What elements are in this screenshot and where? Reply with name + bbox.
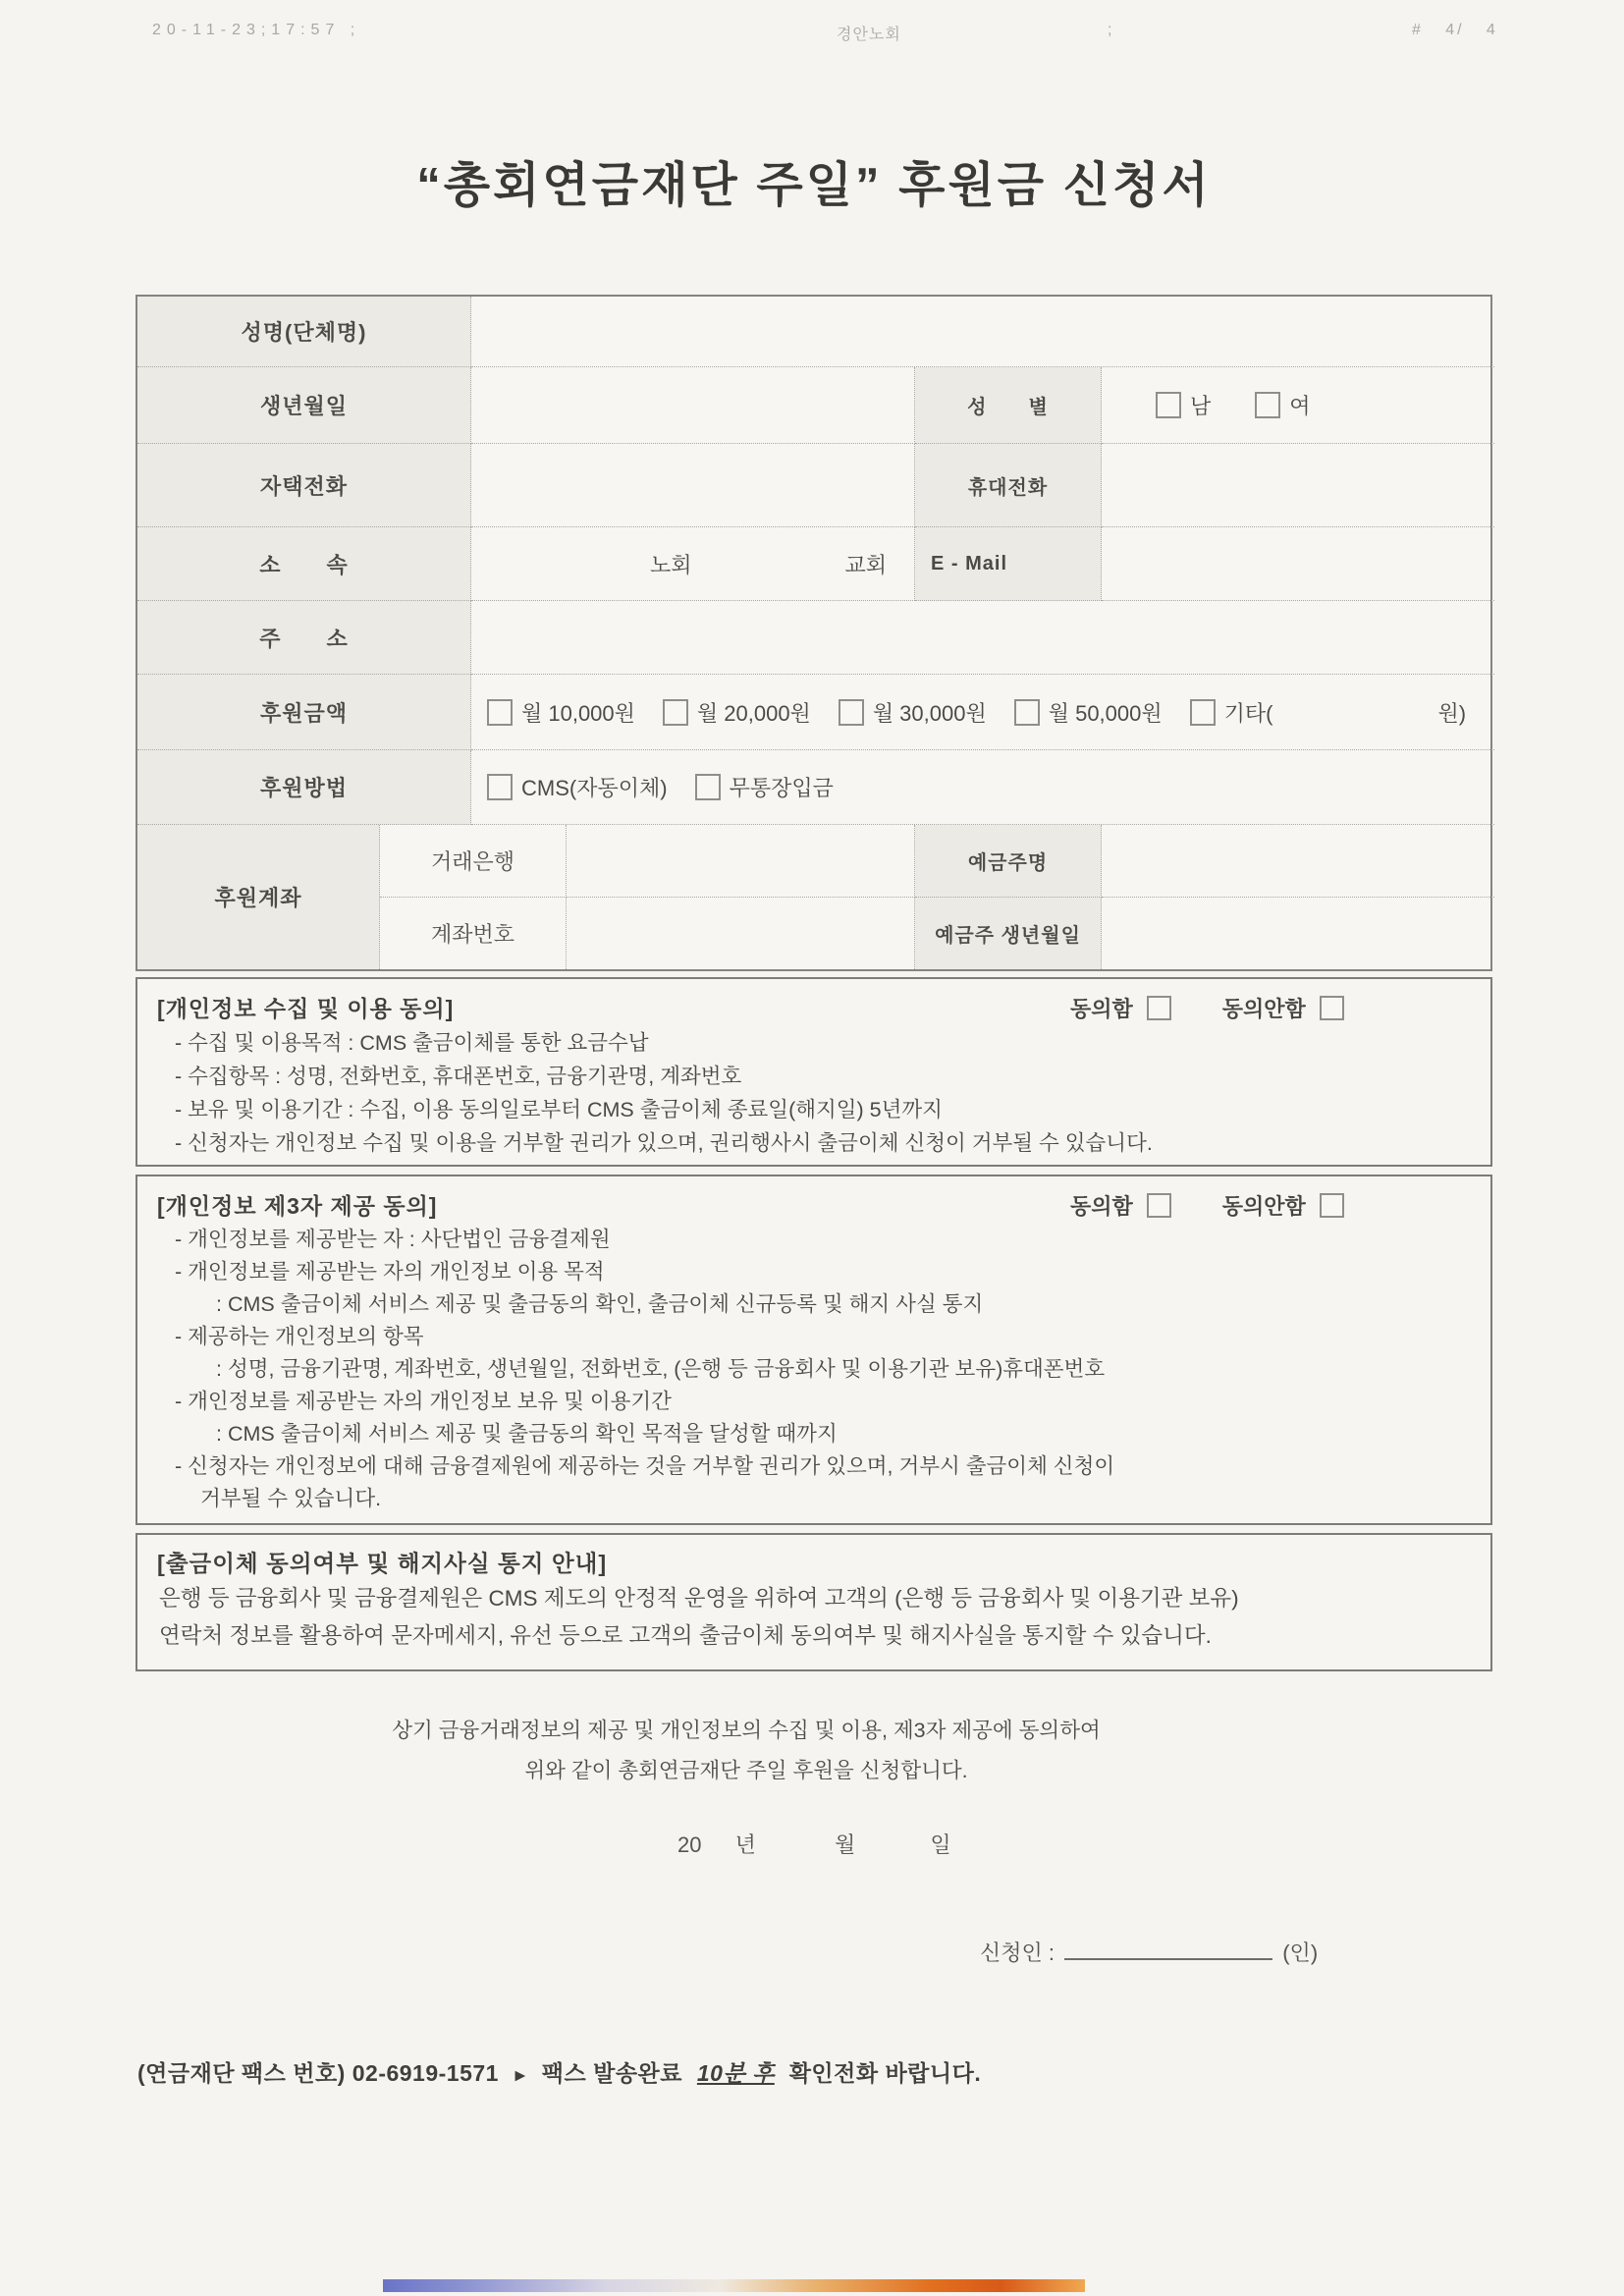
name-field: [471, 297, 1494, 367]
gender-option-female: [1255, 390, 1310, 420]
birth-label: 생년월일: [137, 367, 471, 444]
fax-page-indicator: # 4/ 4: [1412, 22, 1498, 38]
consent-thirdparty-agree-row: [1070, 1190, 1344, 1221]
home-phone-label: 자택전화: [137, 444, 471, 527]
withdrawal-notice-line: 은행 등 금융회사 및 금융결제원은 CMS 제도의 안정적 운영을 위하여 고객의 (은행 등 금융회사 및 이용기관 보유): [159, 1586, 1239, 1611]
mobile-field: [1102, 444, 1494, 527]
amount-option-3-label: 월 30,000원: [872, 700, 987, 726]
checkbox-disagree-icon: [1320, 996, 1344, 1020]
checkbox-amount-other-icon: [1190, 699, 1216, 726]
consent-item: : 성명, 금융기관명, 계좌번호, 생년월일, 전화번호, (은행 등 금융회사 및 이용기관 보유)휴대폰번호: [216, 1357, 1106, 1381]
fax-timestamp: 20-11-23;17:57 ;: [152, 22, 361, 38]
method-cms-label: CMS(자동이체): [521, 776, 668, 800]
presbytery-suffix: 노회: [650, 552, 692, 577]
checkbox-amount-50000-icon: [1014, 699, 1040, 726]
method-option-deposit: [695, 772, 834, 802]
affiliation-label: 소 속: [137, 527, 471, 601]
consent-item: - 보유 및 이용기간 : 수집, 이용 동의일로부터 CMS 출금이체 종료일(해지일) 5년까지: [175, 1098, 943, 1121]
amount-option-1-label: 월 10,000원: [521, 700, 635, 726]
amount-other-suffix: 원): [1437, 700, 1467, 726]
church-suffix: 교회: [844, 552, 887, 577]
date-year-label: 년: [734, 1832, 756, 1857]
consent-collection-box: [135, 977, 1492, 1167]
disagree-label: 동의안함: [1221, 1194, 1306, 1219]
fax-confirm-text: 확인전화 바랍니다.: [788, 2060, 982, 2086]
home-phone-field: [471, 444, 915, 527]
applicant-info-table: [135, 295, 1492, 971]
applicant-label: 신청인 :: [980, 1941, 1055, 1965]
seal-label: (인): [1282, 1941, 1319, 1965]
amount-option-3: [839, 697, 987, 728]
consent-thirdparty-box: [135, 1175, 1492, 1525]
scan-color-strip: [383, 2279, 1085, 2292]
gender-field: [1102, 367, 1494, 444]
checkbox-agree-icon: [1147, 996, 1171, 1020]
address-field: [471, 601, 1494, 675]
account-no-label: 계좌번호: [380, 898, 567, 969]
checkbox-agree-icon: [1147, 1193, 1171, 1218]
date-month-label: 월: [835, 1832, 856, 1857]
method-option-cms: [487, 772, 668, 802]
method-deposit-label: 무통장입금: [729, 776, 834, 800]
account-label: 후원계좌: [137, 825, 380, 969]
amount-option-2-label: 월 20,000원: [696, 700, 811, 726]
amount-other-prefix: 기타(: [1223, 700, 1273, 726]
bank-label: 거래은행: [380, 825, 567, 898]
address-label: 주 소: [137, 601, 471, 675]
consent-collection-title: [개인정보 수집 및 이용 동의]: [157, 996, 455, 1021]
date-day-label: 일: [930, 1832, 951, 1857]
consent-collection-agree-row: [1070, 993, 1344, 1023]
checkbox-amount-10000-icon: [487, 699, 513, 726]
amount-option-4-label: 월 50,000원: [1048, 700, 1163, 726]
holder-field: [1102, 825, 1494, 898]
email-field: [1102, 527, 1494, 601]
gender-male-label: 남: [1190, 394, 1212, 418]
checkbox-amount-20000-icon: [663, 699, 688, 726]
consent-item: - 신청자는 개인정보 수집 및 이용을 거부할 권리가 있으며, 권리행사시 출금이체 신청이 거부될 수 있습니다.: [175, 1131, 1153, 1155]
signature-row: [980, 1937, 1318, 1967]
account-no-field: [567, 898, 915, 969]
name-label: 성명(단체명): [137, 297, 471, 367]
amount-option-other: [1190, 697, 1466, 728]
fax-sender-name: 경안노회: [837, 27, 901, 43]
consent-item: - 개인정보를 제공받는 자의 개인정보 이용 목적: [175, 1260, 605, 1284]
email-label: E - Mail: [915, 527, 1102, 601]
amount-option-1: [487, 697, 635, 728]
fax-separator: ;: [1108, 22, 1112, 38]
affiliation-field: [471, 527, 915, 601]
fax-number-text: (연금재단 팩스 번호) 02-6919-1571: [137, 2060, 499, 2086]
date-year-prefix: 20: [677, 1832, 702, 1857]
amount-option-2: [663, 697, 811, 728]
withdrawal-notice-line: 연락처 정보를 활용하여 문자메세지, 유선 등으로 고객의 출금이체 동의여부 및 해지사실을 통지할 수 있습니다.: [159, 1623, 1212, 1648]
gender-female-label: 여: [1289, 394, 1311, 418]
withdrawal-notice-title: [출금이체 동의여부 및 해지사실 통지 안내]: [157, 1551, 608, 1576]
fax-wait-emphasis: 10분 후: [696, 2060, 775, 2086]
consent-item: - 개인정보를 제공받는 자의 개인정보 보유 및 이용기간: [175, 1390, 672, 1413]
consent-item: - 신청자는 개인정보에 대해 금융결제원에 제공하는 것을 거부할 권리가 있으며, 거부시 출금이체 신청이: [175, 1454, 1115, 1478]
consent-thirdparty-title: [개인정보 제3자 제공 동의]: [157, 1193, 438, 1219]
holder-birth-label: 예금주 생년월일: [915, 898, 1102, 969]
checkbox-female-icon: [1255, 392, 1280, 418]
arrow-right-icon: ▸: [514, 2065, 525, 2086]
consent-item: 거부될 수 있습니다.: [200, 1487, 382, 1510]
checkbox-amount-30000-icon: [839, 699, 864, 726]
mobile-label: 휴대전화: [915, 444, 1102, 527]
gender-option-male: [1156, 390, 1211, 420]
closing-statement: [196, 1711, 1296, 1791]
closing-line-2: 위와 같이 총회연금재단 주일 후원을 신청합니다.: [524, 1759, 968, 1782]
fax-send-text: 팩스 발송완료: [541, 2060, 682, 2086]
checkbox-cms-icon: [487, 774, 513, 800]
amount-options: [471, 675, 1494, 750]
page-title: “총회연금재단 주일” 후원금 신청서: [416, 159, 1212, 212]
gender-label: 성 별: [915, 367, 1102, 444]
method-options: [471, 750, 1494, 825]
agree-label: 동의함: [1070, 997, 1133, 1021]
consent-item: - 수집 및 이용목적 : CMS 출금이체를 통한 요금수납: [175, 1031, 649, 1055]
consent-item: - 개인정보를 제공받는 자 : 사단법인 금융결제원: [175, 1228, 611, 1251]
disagree-label: 동의안함: [1221, 997, 1306, 1021]
withdrawal-notice-box: [135, 1533, 1492, 1671]
consent-item: : CMS 출금이체 서비스 제공 및 출금동의 확인 목적을 달성할 때까지: [216, 1422, 838, 1446]
checkbox-deposit-icon: [695, 774, 721, 800]
amount-option-4: [1014, 697, 1163, 728]
agree-label: 동의함: [1070, 1194, 1133, 1219]
bank-field: [567, 825, 915, 898]
amount-label: 후원금액: [137, 675, 471, 750]
consent-item: : CMS 출금이체 서비스 제공 및 출금동의 확인, 출금이체 신규등록 및 해지 사실 통지: [216, 1292, 984, 1316]
closing-line-1: 상기 금융거래정보의 제공 및 개인정보의 수집 및 이용, 제3자 제공에 동의하여: [392, 1719, 1101, 1742]
checkbox-male-icon: [1156, 392, 1181, 418]
signature-line: [1064, 1939, 1272, 1960]
fax-instruction: [137, 2055, 981, 2088]
consent-item: - 제공하는 개인정보의 항목: [175, 1325, 424, 1348]
method-label: 후원방법: [137, 750, 471, 825]
consent-item: - 수집항목 : 성명, 전화번호, 휴대폰번호, 금융기관명, 계좌번호: [175, 1065, 742, 1088]
birth-field: [471, 367, 915, 444]
date-line: [677, 1829, 951, 1859]
checkbox-disagree-icon: [1320, 1193, 1344, 1218]
holder-label: 예금주명: [915, 825, 1102, 898]
holder-birth-field: [1102, 898, 1494, 969]
